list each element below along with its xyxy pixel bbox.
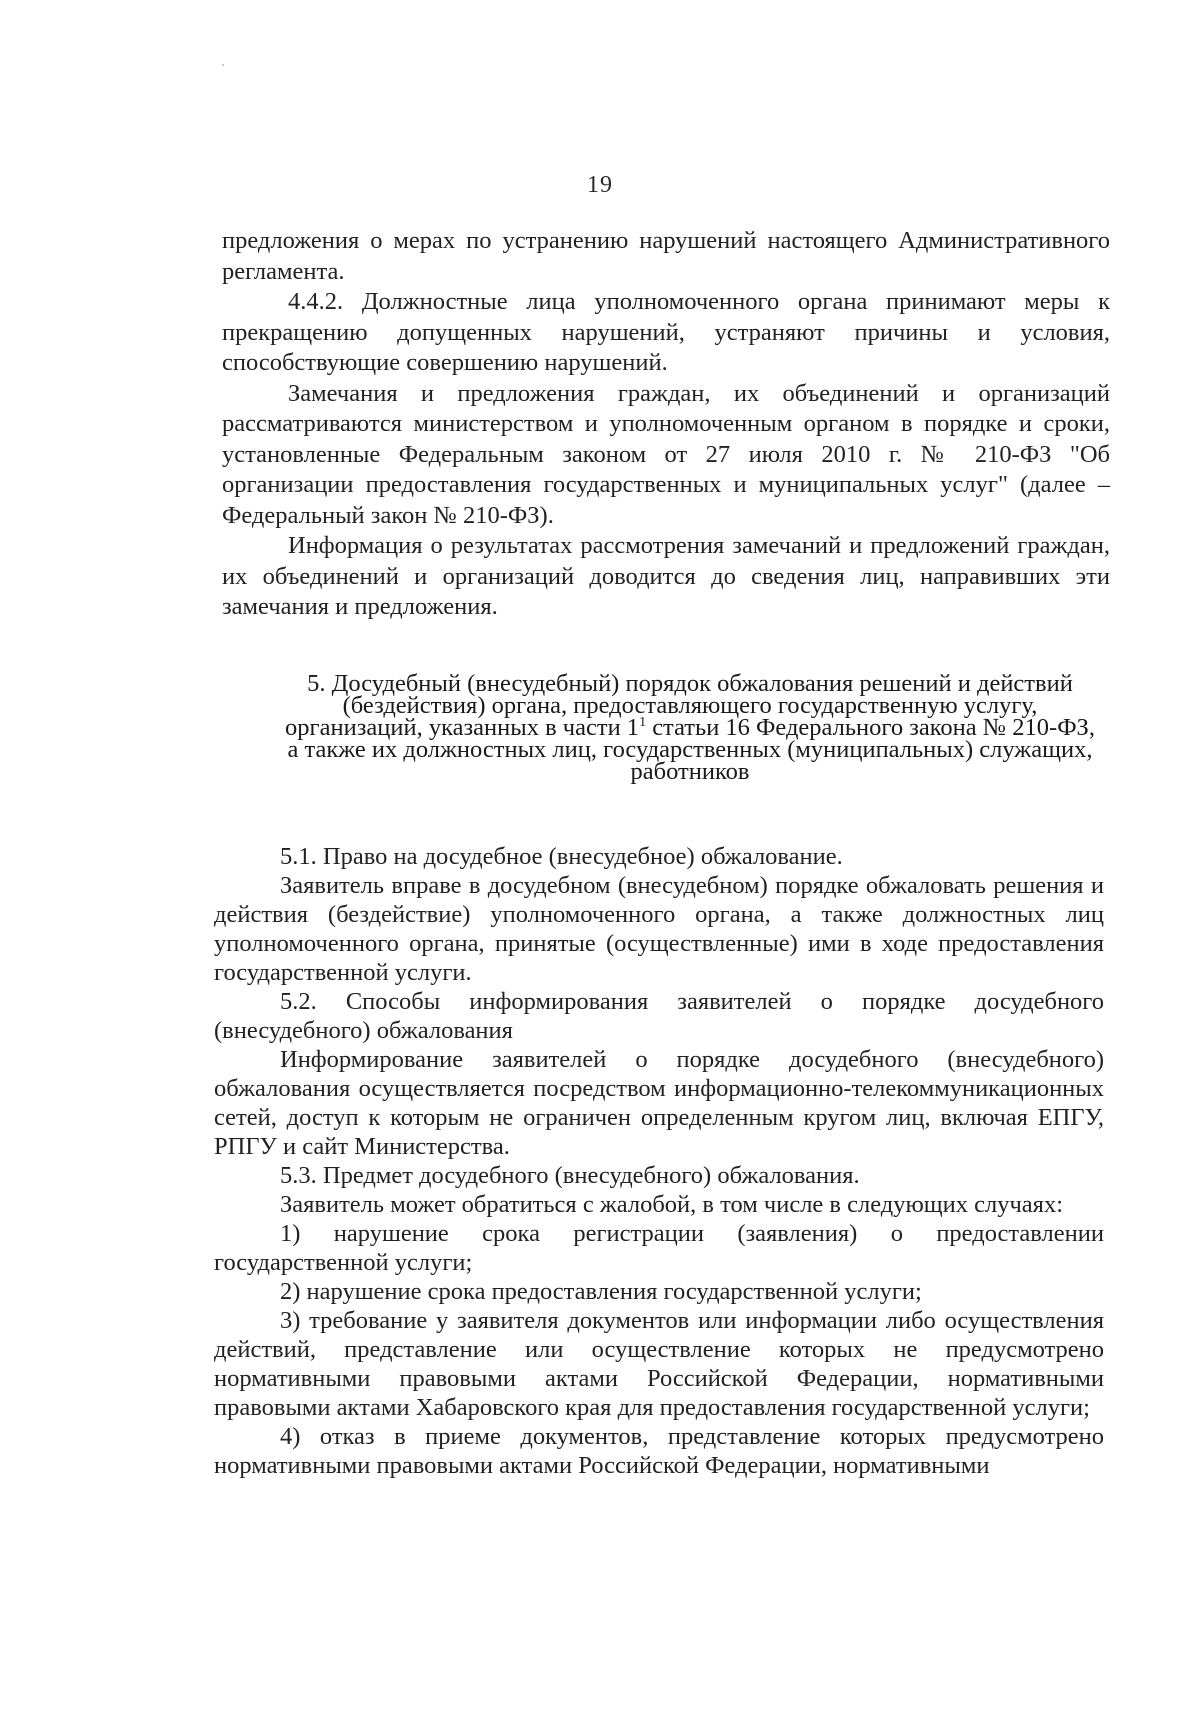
- list-item-2: 2) нарушение срока предоставления государственной услуги;: [280, 1278, 922, 1305]
- list-item-4: 4) отказ в приеме документов, представление которых предусмотрено нормативными правовыми актами Российской Федерации, нормативными: [214, 1423, 1104, 1479]
- paragraph-informing: Информирование заявителей о порядке досудебного (внесудебного) обжалования осуществляется посредством информационно-телекоммуникационных сетей, доступ к которым не ограничен определенным кругом лиц, включая ЕПГУ, РПГУ и сайт Министерства.: [214, 1046, 1104, 1160]
- paragraph-4-4-2: 4.4.2. Должностные лица уполномоченного органа принимают меры к прекращению допущенных нарушений, устраняют причины и условия, способствующие совершению нарушений.: [222, 288, 1110, 376]
- section-5-heading-part1: 5. Досудебный (внесудебный) порядок обжалования решений и действий (бездействия) органа, предоставляющего государственную услугу, организаций, указанных в части 1: [285, 670, 1073, 741]
- section-5-heading-superscript: 1: [639, 714, 647, 730]
- list-item-1: 1) нарушение срока регистрации (заявления) о предоставлении государственной услуги;: [214, 1220, 1104, 1276]
- paragraph-remarks: Замечания и предложения граждан, их объединений и организаций рассматриваются министерством и уполномоченным органом в порядке и сроки, установленные Федеральным законом от 27 июля 2010 г. № 210-ФЗ "Об организации предоставления государственных и муниципальных услуг" (далее – Федеральный закон № 210-ФЗ).: [222, 379, 1110, 529]
- section-4-text-block: [222, 226, 1110, 623]
- scan-speck: [222, 64, 224, 66]
- section-5-text-block: [214, 842, 1104, 1480]
- paragraph-5-3: 5.3. Предмет досудебного (внесудебного) обжалования.: [280, 1162, 860, 1189]
- paragraph-complaint-cases: Заявитель может обратиться с жалобой, в том числе в следующих случаях:: [280, 1191, 1064, 1218]
- section-5-heading: [282, 670, 1098, 785]
- list-item-3: 3) требование у заявителя документов или информации либо осуществления действий, представление или осуществление которых не предусмотрено нормативными правовыми актами Российской Федерации, нормативными правовыми актами Хабаровского края для предоставления государственной услуги;: [214, 1307, 1104, 1421]
- paragraph-information: Информация о результатах рассмотрения замечаний и предложений граждан, их объединений и организаций доводится до сведения лиц, направивших эти замечания и предложения.: [222, 532, 1110, 620]
- paragraph-5-2: 5.2. Способы информирования заявителей о порядке досудебного (внесудебного) обжалования: [214, 988, 1104, 1044]
- paragraph-applicant-right: Заявитель вправе в досудебном (внесудебном) порядке обжаловать решения и действия (бездействие) уполномоченного органа, а также должностных лиц уполномоченного органа, принятые (осуществленные) ими в ходе предоставления государственной услуги.: [214, 872, 1104, 986]
- paragraph-continuation: предложения о мерах по устранению нарушений настоящего Административного регламента.: [222, 227, 1110, 285]
- paragraph-5-1: 5.1. Право на досудебное (внесудебное) обжалование.: [280, 843, 843, 870]
- page-number: 19: [587, 172, 613, 198]
- section-5-heading-part2: статьи 16 Федерального закона № 210-ФЗ, а также их должностных лиц, государственных (муниципальных) служащих, работников: [287, 714, 1095, 785]
